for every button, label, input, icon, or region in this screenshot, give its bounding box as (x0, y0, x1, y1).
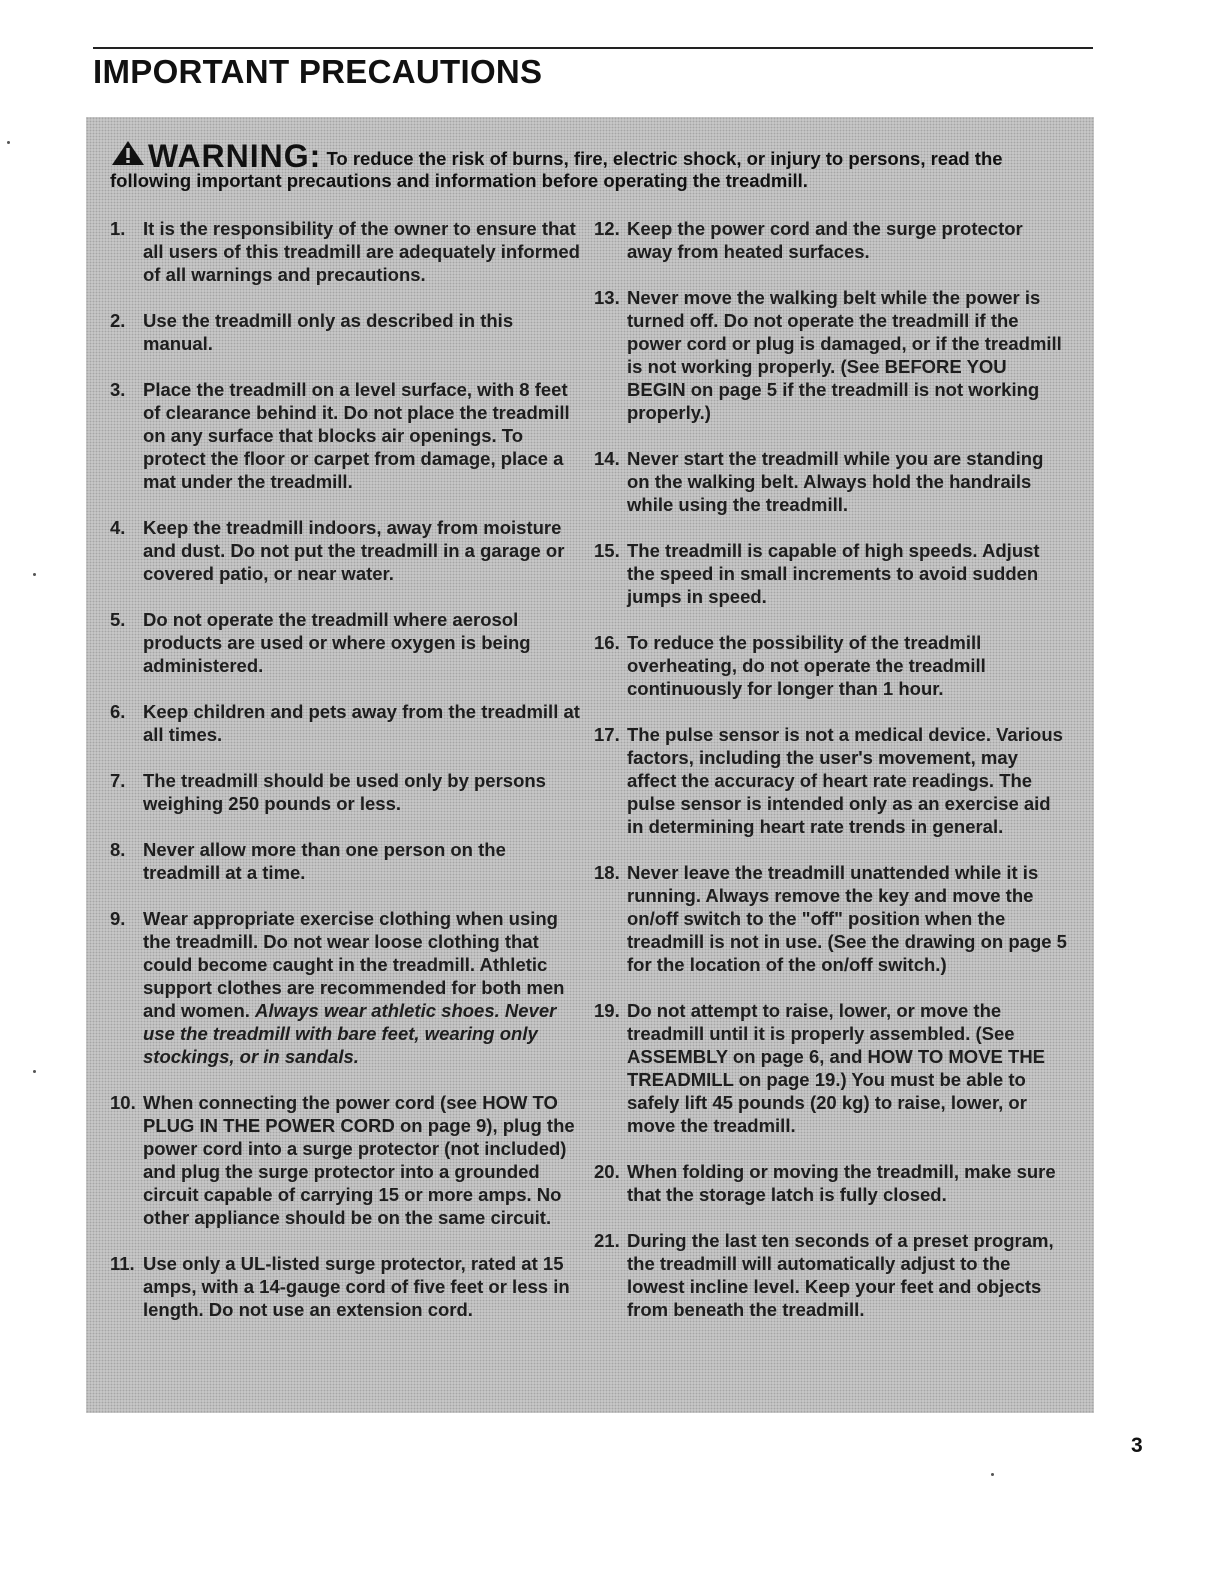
precaution-number: 2. (110, 310, 126, 331)
precaution-text (627, 217, 1070, 263)
precaution-item (110, 608, 580, 677)
precaution-item (594, 447, 1070, 516)
precaution-text-main: The pulse sensor is not a medical device. Various factors, including the user's movement, may affect the accuracy of heart rate readings. The pulse sensor is intended only as an exercise aid in determining heart rate trends in general. (627, 724, 1063, 837)
precaution-text (143, 378, 580, 493)
precaution-item (594, 539, 1070, 608)
precaution-text-main: It is the responsibility of the owner to ensure that all users of this treadmill are adequately informed of all warnings and precautions. (143, 218, 580, 285)
scan-speck (33, 573, 36, 576)
precaution-text-main: Do not attempt to raise, lower, or move the treadmill until it is properly assembled. (See ASSEMBLY on page 6, and HOW TO MOVE THE TREADMILL on page 19.) You must be able to safely lift 45 pounds (20 kg) to raise, lower, or move the treadmill. (627, 1000, 1046, 1136)
precaution-number: 19. (594, 1000, 620, 1021)
precaution-item (594, 631, 1070, 700)
precaution-text-main: When folding or moving the treadmill, make sure that the storage latch is fully closed. (627, 1161, 1056, 1205)
warning-box (86, 117, 1094, 1413)
precaution-number: 15. (594, 540, 620, 561)
precaution-text (143, 907, 580, 1068)
precaution-number: 18. (594, 862, 620, 883)
precaution-text (143, 608, 580, 677)
precaution-text (143, 838, 580, 884)
precaution-number: 16. (594, 632, 620, 653)
precaution-item (594, 217, 1070, 263)
precaution-number: 6. (110, 701, 126, 722)
precaution-text-main: Place the treadmill on a level surface, with 8 feet of clearance behind it. Do not place the treadmill on any surface that blocks air openings. To protect the floor or carpet from damage, place a mat under the treadmill. (143, 379, 570, 492)
precaution-number: 8. (110, 839, 126, 860)
precaution-text (627, 539, 1070, 608)
precaution-number: 17. (594, 724, 620, 745)
precaution-number: 14. (594, 448, 620, 469)
precaution-number: 12. (594, 218, 620, 239)
precaution-text (143, 1252, 580, 1321)
precaution-item (594, 861, 1070, 976)
precaution-item (594, 723, 1070, 838)
page-number: 3 (1131, 1434, 1143, 1457)
precaution-text-main: Keep the treadmill indoors, away from moisture and dust. Do not put the treadmill in a garage or covered patio, or near water. (143, 517, 565, 584)
precautions-right-column (594, 217, 1070, 1344)
precaution-text-main: Never move the walking belt while the power is turned off. Do not operate the treadmill if the power cord or plug is damaged, or if the treadmill is not working properly. (See BEFORE YOU BEGIN on page 5 if the treadmill is not working properly.) (627, 287, 1062, 423)
precaution-text (627, 1229, 1070, 1321)
precaution-number: 11. (110, 1253, 135, 1274)
precaution-text (627, 861, 1070, 976)
precaution-text-main: When connecting the power cord (see HOW TO PLUG IN THE POWER CORD on page 9), plug the power cord into a surge protector (not included) and plug the surge protector into a grounded circuit capable of carrying 15 or more amps. No other appliance should be on the same circuit. (143, 1092, 575, 1228)
precaution-number: 20. (594, 1161, 620, 1182)
warning-header (110, 139, 1070, 192)
precaution-text-main: The treadmill should be used only by persons weighing 250 pounds or less. (143, 770, 546, 814)
precaution-number: 7. (110, 770, 126, 791)
precaution-text (143, 700, 580, 746)
precaution-text-main: Never start the treadmill while you are standing on the walking belt. Always hold the handrails while using the treadmill. (627, 448, 1044, 515)
precaution-number: 10. (110, 1092, 136, 1113)
precaution-text (627, 999, 1070, 1137)
precautions-columns (110, 217, 1070, 1344)
precaution-text (143, 1091, 580, 1229)
precaution-number: 5. (110, 609, 126, 630)
precaution-number: 1. (110, 218, 126, 239)
scan-speck (33, 1070, 36, 1073)
precaution-text-main: Never leave the treadmill unattended while it is running. Always remove the key and move the on/off switch to the "off" position when the treadmill is not in use. (See the drawing on page 5 for the location of the on/off switch.) (627, 862, 1067, 975)
precaution-number: 21. (594, 1230, 620, 1251)
precaution-text (627, 447, 1070, 516)
precaution-item (110, 217, 580, 286)
precaution-item (110, 769, 580, 815)
precaution-text (627, 286, 1070, 424)
warning-text: To reduce the risk of burns, fire, electric shock, or injury to persons, read the following important precautions and information before operating the treadmill. (110, 148, 1003, 191)
precaution-text (627, 723, 1070, 838)
precaution-text (143, 217, 580, 286)
precaution-item (594, 1229, 1070, 1321)
precaution-text (627, 1160, 1070, 1206)
warning-triangle-icon (110, 139, 146, 167)
precaution-text (143, 769, 580, 815)
precaution-text-main: Keep the power cord and the surge protector away from heated surfaces. (627, 218, 1023, 262)
precaution-item (110, 907, 580, 1068)
precaution-number: 9. (110, 908, 126, 929)
page-title: IMPORTANT PRECAUTIONS (93, 53, 543, 90)
precautions-left-column (110, 217, 580, 1344)
precaution-text-main: To reduce the possibility of the treadmill overheating, do not operate the treadmill continuously for longer than 1 hour. (627, 632, 986, 699)
precaution-item (594, 999, 1070, 1137)
precaution-item (110, 838, 580, 884)
precaution-text-main: Do not operate the treadmill where aerosol products are used or where oxygen is being administered. (143, 609, 531, 676)
warning-label: WARNING: (148, 138, 322, 174)
precaution-text-main: Use only a UL-listed surge protector, rated at 15 amps, with a 14-gauge cord of five feet or less in length. Do not use an extension cord. (143, 1253, 570, 1320)
precaution-item (110, 1252, 580, 1321)
precaution-text-main: Never allow more than one person on the treadmill at a time. (143, 839, 506, 883)
top-rule (93, 47, 1093, 49)
precaution-text-emphasis: Always wear athletic shoes. Never use the treadmill with bare feet, wearing only stockings, or in sandals. (143, 1000, 557, 1067)
precaution-text (143, 516, 580, 585)
precaution-item (110, 309, 580, 355)
scan-speck (7, 141, 10, 144)
precaution-text-main: During the last ten seconds of a preset program, the treadmill will automatically adjust to the lowest incline level. Keep your feet and objects from beneath the treadmill. (627, 1230, 1054, 1320)
precaution-number: 3. (110, 379, 126, 400)
precaution-text-main: Keep children and pets away from the treadmill at all times. (143, 701, 580, 745)
precaution-item (110, 516, 580, 585)
precaution-item (110, 378, 580, 493)
precaution-item (110, 1091, 580, 1229)
precaution-text (143, 309, 580, 355)
precaution-number: 4. (110, 517, 126, 538)
precaution-item (594, 286, 1070, 424)
precaution-number: 13. (594, 287, 620, 308)
precaution-text-main: Wear appropriate exercise clothing when using the treadmill. Do not wear loose clothing that could become caught in the treadmill. Athletic support clothes are recommended for both men and women. (143, 908, 565, 1021)
precaution-text (627, 631, 1070, 700)
precaution-text-main: The treadmill is capable of high speeds. Adjust the speed in small increments to avoid sudden jumps in speed. (627, 540, 1040, 607)
precaution-text-main: Use the treadmill only as described in this manual. (143, 310, 514, 354)
scan-speck (991, 1473, 994, 1476)
precaution-item (110, 700, 580, 746)
precaution-item (594, 1160, 1070, 1206)
